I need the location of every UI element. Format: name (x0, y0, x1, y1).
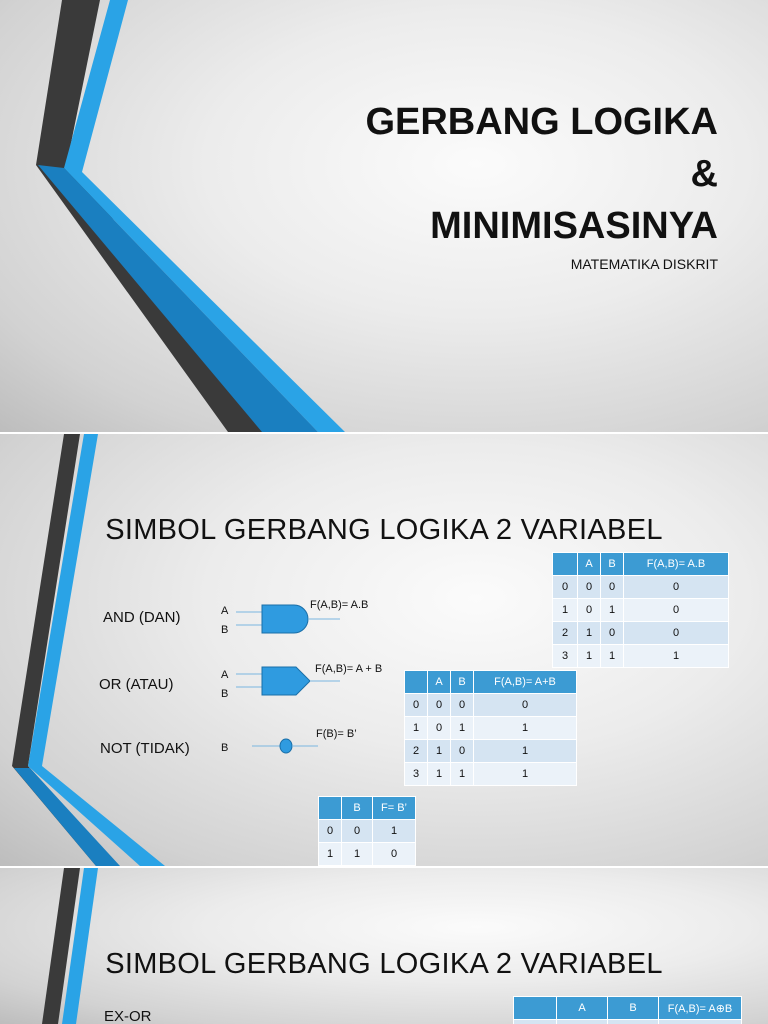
and-input-b: B (221, 624, 229, 636)
table-cell: 0 (342, 820, 373, 843)
gates-slide (0, 434, 768, 866)
table-header: A (578, 553, 601, 576)
table-cell: 1 (601, 645, 624, 668)
table-cell: 1 (553, 599, 578, 622)
table-header: F(A,B)= A+B (474, 671, 577, 694)
title-line-3: MINIMISASINYA (430, 205, 718, 247)
table-cell: 1 (474, 717, 577, 740)
table-header: B (451, 671, 474, 694)
table-header: F= B’ (373, 797, 416, 820)
not-input-b: B (221, 742, 229, 754)
or-truth-table (404, 670, 577, 786)
table-header (319, 797, 342, 820)
table-cell: 0 (451, 694, 474, 717)
table-cell: 0 (405, 694, 428, 717)
table-cell: 0 (624, 622, 729, 645)
exor-label: EX-OR (104, 1008, 152, 1024)
table-row (405, 740, 577, 763)
and-truth-table (552, 552, 729, 668)
blue-wedge (38, 165, 318, 432)
table-cell: 0 (578, 599, 601, 622)
table-cell: 0 (451, 740, 474, 763)
dark-stripe (12, 434, 118, 866)
table-header: F(A,B)= A.B (624, 553, 729, 576)
table-row (319, 843, 416, 866)
or-label: OR (ATAU) (99, 676, 174, 693)
table-cell: 0 (601, 622, 624, 645)
exor-slide (0, 868, 768, 1024)
slide-title: SIMBOL GERBANG LOGIKA 2 VARIABEL (105, 514, 663, 546)
title-line-2: & (690, 153, 718, 195)
table-cell: 0 (601, 576, 624, 599)
table-row (553, 599, 729, 622)
table-row (405, 694, 577, 717)
table-cell: 2 (553, 622, 578, 645)
not-formula: F(B)= B’ (316, 728, 357, 740)
table-cell: 2 (405, 740, 428, 763)
table-cell: 1 (451, 763, 474, 786)
table-cell: 1 (578, 622, 601, 645)
table-header: B (608, 997, 659, 1020)
table-cell: 1 (373, 820, 416, 843)
table-header: B (342, 797, 373, 820)
table-cell: 1 (428, 763, 451, 786)
table-row (405, 763, 577, 786)
and-label: AND (DAN) (103, 609, 181, 626)
table-header: A (557, 997, 608, 1020)
table-cell: 0 (474, 694, 577, 717)
title-slide (0, 0, 768, 432)
table-row (553, 622, 729, 645)
table-header: B (601, 553, 624, 576)
table-cell: 1 (342, 843, 373, 866)
table-row (405, 717, 577, 740)
table-row (553, 645, 729, 668)
table-cell: 3 (405, 763, 428, 786)
table-cell: 1 (319, 843, 342, 866)
table-cell: 0 (428, 717, 451, 740)
or-formula: F(A,B)= A + B (315, 663, 383, 675)
table-cell: 0 (578, 576, 601, 599)
table-row (514, 1020, 742, 1024)
table-cell: 1 (578, 645, 601, 668)
table-cell: 1 (624, 645, 729, 668)
exor-truth-table (513, 996, 742, 1024)
table-row (319, 820, 416, 843)
and-input-a: A (221, 605, 229, 617)
slide-title: SIMBOL GERBANG LOGIKA 2 VARIABEL (105, 948, 663, 980)
table-header: F(A,B)= A⊕B (659, 997, 742, 1020)
title-line-1: GERBANG LOGIKA (365, 101, 718, 143)
table-cell: 1 (601, 599, 624, 622)
table-header (405, 671, 428, 694)
table-cell: 1 (428, 740, 451, 763)
table-cell: 0 (428, 694, 451, 717)
table-cell: 0 (373, 843, 416, 866)
table-header (553, 553, 578, 576)
and-formula: F(A,B)= A.B (310, 599, 369, 611)
not-truth-table (318, 796, 416, 866)
or-input-a: A (221, 669, 229, 681)
main-title (365, 96, 718, 252)
table-row (553, 576, 729, 599)
not-gate-icon (252, 736, 322, 756)
table-cell: 1 (474, 763, 577, 786)
table-cell: 0 (624, 599, 729, 622)
table-cell: 0 (319, 820, 342, 843)
not-label: NOT (TIDAK) (100, 740, 190, 757)
or-input-b: B (221, 688, 229, 700)
table-cell: 0 (624, 576, 729, 599)
table-cell: 3 (553, 645, 578, 668)
table-cell: 1 (451, 717, 474, 740)
table-header: A (428, 671, 451, 694)
table-cell: 1 (405, 717, 428, 740)
subtitle: MATEMATIKA DISKRIT (570, 256, 718, 272)
table-cell: 1 (474, 740, 577, 763)
table-header (514, 997, 557, 1020)
table-cell: 0 (553, 576, 578, 599)
